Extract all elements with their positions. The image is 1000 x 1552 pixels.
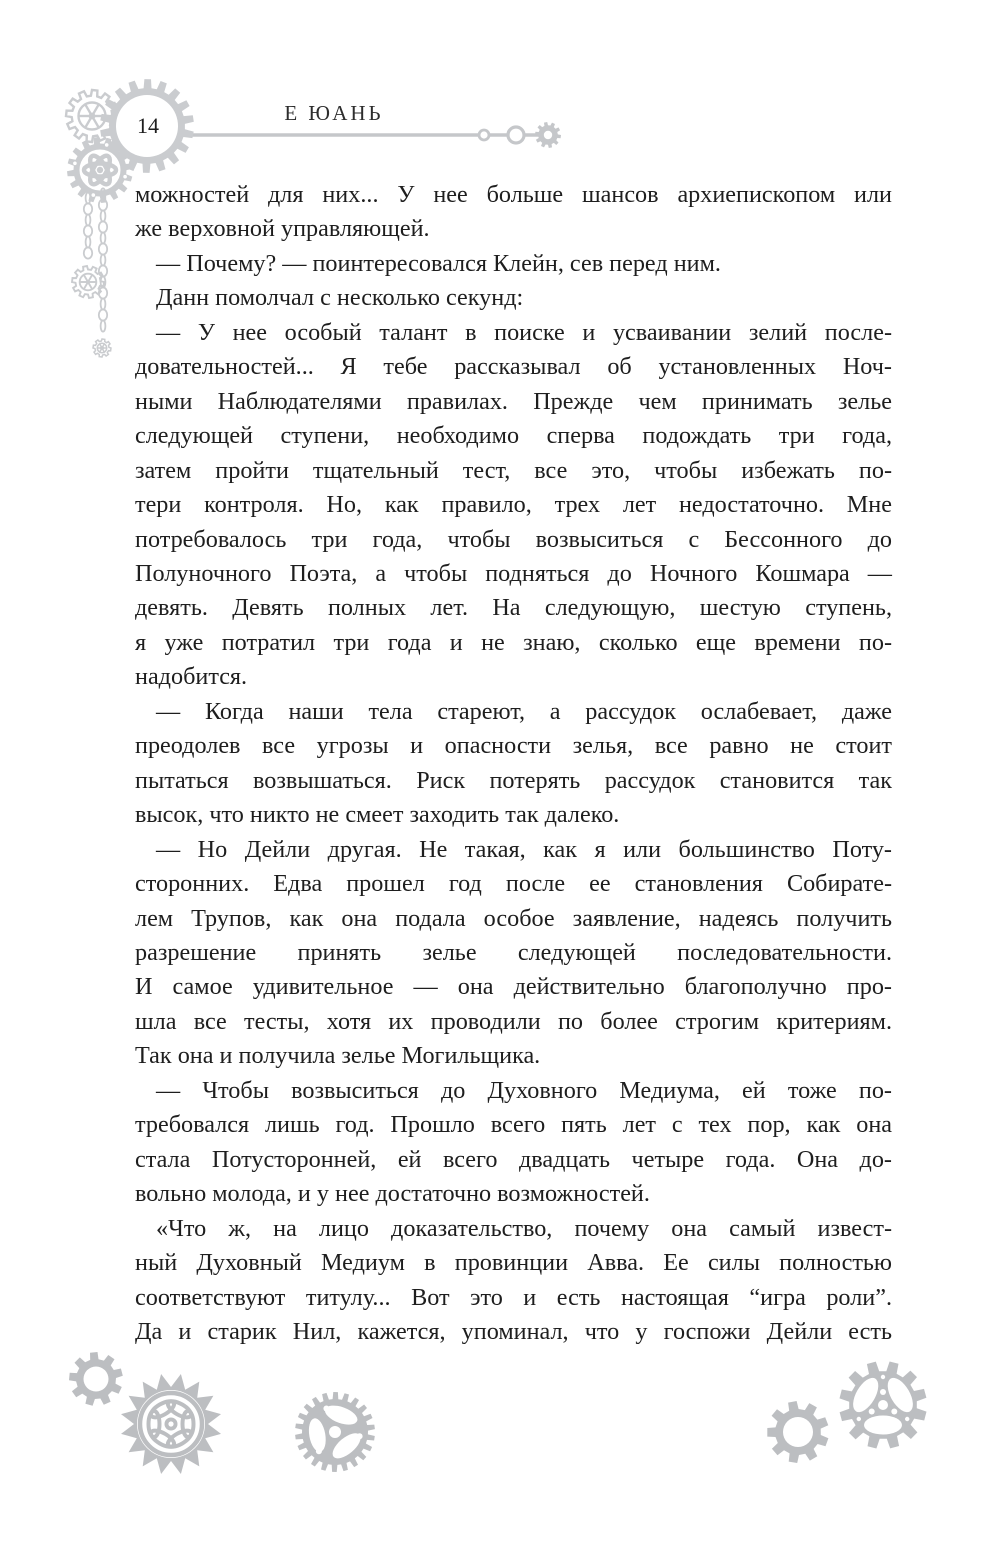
text-line: тери контроля. Но, как правило, трех лет недостаточно. Мне (135, 491, 892, 519)
text-line: — Чтобы возвыситься до Духовного Медиума, ей тоже по- (156, 1076, 892, 1104)
rule-circle-large (508, 127, 524, 143)
text-line: затем пройти тщательный тест, все это, чтобы избежать по- (135, 456, 892, 484)
gear-icon (767, 1401, 828, 1463)
text-line: высок, что никто не смеет заходить так далеко. (135, 801, 620, 829)
text-line: Так она и получила зелье Могильщика. (135, 1042, 541, 1070)
paragraph (135, 281, 892, 315)
paragraph (135, 1074, 892, 1212)
text-line: же верховной управляющей. (135, 215, 430, 243)
gear-icon (295, 1392, 375, 1472)
page-number: 14 (137, 113, 159, 138)
text-line: требовался лишь год. Прошло всего пять лет с тех пор, как она (135, 1111, 892, 1139)
text-line: разрешение принять зелье следующей последовательности. (135, 938, 892, 966)
rule-circle-small (479, 130, 489, 140)
text-line: потребовалось три года, чтобы возвыситься с Бессонного до (135, 525, 892, 553)
text-line: Данн помолчал с несколько секунд: (156, 284, 524, 312)
gears-bottom-left-decoration (30, 1335, 390, 1495)
text-line: сторонних. Едва прошел год после ее становления Собирате- (135, 870, 892, 898)
text-line: следующей ступени, необходимо сперва подождать три года, (135, 422, 892, 450)
running-title: Е ЮАНЬ (284, 101, 384, 125)
paragraph (135, 316, 892, 695)
text-line: ный Духовный Медиум в провинции Авва. Ее силы полностью (135, 1249, 892, 1277)
text-line: вольно молода, и у нее достаточно возможностей. (135, 1180, 650, 1208)
chain-icon (84, 192, 92, 258)
paragraph (135, 833, 892, 1074)
text-block (135, 178, 892, 1349)
chain-icon (99, 188, 107, 331)
text-line: «Что ж, на лицо доказательство, почему она самый извест- (156, 1214, 892, 1242)
text-line: — Когда наши тела стареют, а рассудок ослабевает, даже (156, 697, 892, 725)
text-line: довательностей... Я тебе рассказывал об установленных Ноч- (135, 353, 892, 381)
text-line: — У нее особый талант в поиске и усваивании зелий после- (156, 318, 892, 346)
text-line: пытаться возвышаться. Риск потерять рассудок становится так (135, 766, 892, 794)
gear-icon (93, 339, 111, 357)
text-line: ными Наблюдателями правилах. Прежде чем принимать зелье (135, 387, 892, 415)
text-line: соответствуют титулу... Вот это и есть настоящая “игра роли”. (135, 1283, 892, 1311)
paragraph (135, 1212, 892, 1350)
text-line: шла все тесты, хотя их проводили по более строгим критериям. (135, 1007, 892, 1035)
gear-icon (840, 1362, 927, 1449)
text-line: Да и старик Нил, кажется, упоминал, что у госпожи Дейли есть (135, 1317, 892, 1345)
gears-bottom-right-decoration (740, 1350, 970, 1490)
gear-icon (535, 122, 561, 148)
paragraph (135, 247, 892, 281)
gear-icon (69, 1352, 123, 1406)
gear-icon (121, 1374, 221, 1474)
text-line: девять. Девять полных лет. На следующую, шестую ступень, (135, 594, 892, 622)
text-line: стала Потусторонней, ей всего двадцать четыре года. Она до- (135, 1145, 892, 1173)
paragraph (135, 178, 892, 247)
text-line: лем Трупов, как она подала особое заявление, надеясь получить (135, 904, 892, 932)
text-line: преодолев все угрозы и опасности зелья, все равно не стоит (135, 732, 892, 760)
text-line: — Почему? — поинтересовался Клейн, сев перед ним. (156, 249, 721, 277)
text-line: можностей для них... У нее больше шансов архиепископом или (135, 181, 892, 208)
text-line: я уже потратил три года и не знаю, сколько еще времени по- (135, 628, 892, 656)
text-line: — Но Дейли другая. Не такая, как я или большинство Поту- (156, 835, 892, 863)
text-line: надобится. (135, 663, 248, 691)
text-line: И самое удивительное — она действительно благополучно про- (135, 973, 892, 1001)
paragraph (135, 695, 892, 833)
text-line: Полуночного Поэта, а чтобы подняться до Ночного Кошмара — (135, 559, 892, 587)
